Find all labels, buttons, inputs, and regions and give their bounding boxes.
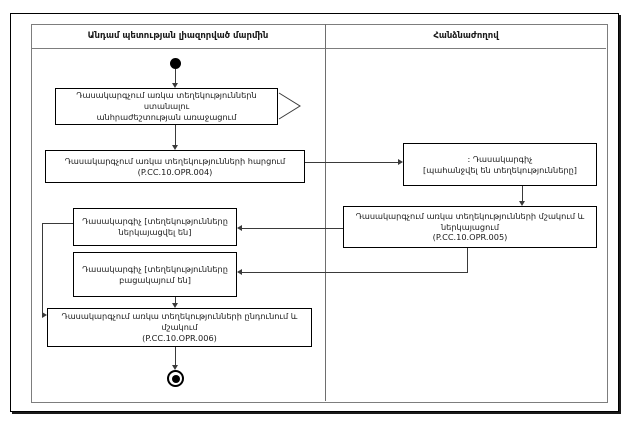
lane-divider: [325, 24, 326, 401]
activity-need-arises-line2: անհրաժեշտության առաջացում: [96, 111, 237, 122]
connector-query-to-classifier: [305, 162, 399, 163]
send-signal-chevron-icon: [278, 92, 303, 121]
connector-need-to-query: [175, 125, 176, 146]
object-classifier-presented: [73, 208, 237, 246]
connector-receive-to-end: [175, 347, 176, 366]
activity-receive-process-opr006: [47, 308, 312, 347]
activity-receive-process-line1: Դասակարգչում առկա տեղեկությունների ընդունում և մշակում: [61, 311, 298, 333]
activity-query-line2: (P.CC.10.OPR.004): [137, 166, 213, 177]
connector-presented-to-receive-horizontal: [42, 223, 73, 224]
activity-need-arises-line1: Դասակարգչում առկա տեղեկություններն ստանալու: [76, 90, 257, 112]
swimlane-header-right: Հանձնաժողով: [433, 31, 499, 41]
activity-process-present-opr005: [343, 206, 597, 248]
arrowhead-left-icon: [237, 225, 242, 231]
end-node-core: [172, 375, 180, 383]
arrowhead-left-icon: [237, 269, 242, 275]
activity-receive-process-line2: (P.CC.10.OPR.006): [142, 332, 217, 343]
swimlane-header-left: Անդամ պետության լիազորված մարմին: [87, 31, 269, 41]
object-classifier-presented-line2: ներկայացվել են]: [118, 227, 192, 237]
object-classifier-absent-line1: Դասակարգիչ [տեղեկությունները: [82, 263, 228, 274]
object-classifier-absent: [73, 252, 237, 297]
object-classifier-presented-line1: Դասակարգիչ [տեղեկությունները: [82, 216, 228, 227]
connector-process-to-presented: [241, 228, 343, 229]
end-node: [167, 370, 184, 387]
connector-presented-to-receive-vertical: [42, 223, 43, 316]
activity-need-arises: [55, 88, 278, 125]
object-classifier-requested: [403, 143, 597, 186]
activity-process-present-line2: (P.CC.10.OPR.005): [432, 232, 508, 243]
object-classifier-requested-line2: [պահանջվել են տեղեկությունները]: [423, 164, 577, 175]
connector-process-to-absent-vertical: [467, 248, 468, 273]
connector-classifier-to-process: [522, 186, 523, 202]
connector-process-to-absent-horizontal: [241, 272, 468, 273]
activity-process-present-line1: Դասակարգչում առկա տեղեկությունների մշակում և ներկայացում: [355, 210, 585, 232]
activity-query-opr004: [45, 150, 305, 183]
activity-query-line1: Դասակարգչում առկա տեղեկությունների հարցում: [64, 155, 286, 166]
object-classifier-requested-line1: : Դասակարգիչ: [467, 153, 533, 164]
connector-start-to-need: [175, 69, 176, 84]
start-node: [170, 58, 181, 69]
object-classifier-absent-line2: բացակայում են]: [119, 274, 191, 285]
